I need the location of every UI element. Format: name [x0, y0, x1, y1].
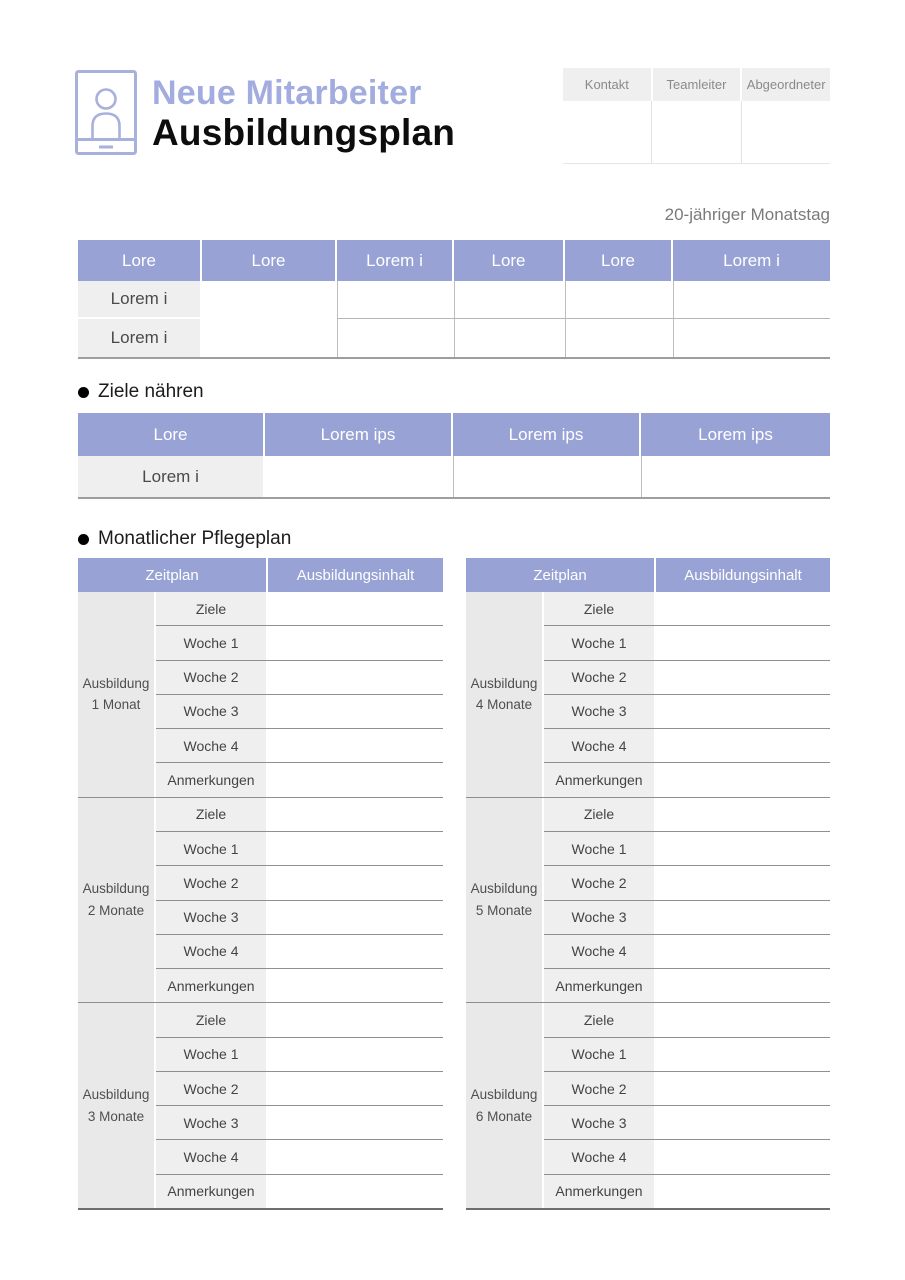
monthly-empty-cell [266, 661, 443, 694]
monthly-empty-cell [654, 901, 830, 934]
id-card-person-icon [75, 70, 137, 155]
contact-header-cell: Teamleiter [653, 68, 743, 101]
monthly-row [156, 1175, 443, 1208]
monthly-row-label-cell: Anmerkungen [544, 969, 654, 1002]
header-titles [152, 74, 455, 155]
monthly-row-label-cell: Woche 1 [156, 1038, 266, 1071]
monthly-row [544, 798, 830, 832]
monthly-row [544, 1140, 830, 1174]
monthly-empty-cell [654, 798, 830, 831]
monthly-row [156, 969, 443, 1002]
overview-table-header [78, 240, 830, 281]
monthly-rows [156, 798, 443, 1003]
monthly-empty-cell [266, 969, 443, 1002]
monthly-row-label-cell: Woche 2 [544, 1072, 654, 1105]
contact-table-body [563, 101, 830, 164]
monthly-empty-cell [654, 1106, 830, 1139]
monthly-row [156, 626, 443, 660]
monthly-row [156, 1038, 443, 1072]
monthly-section-title: Monatlicher Pflegeplan [98, 528, 292, 549]
monthly-row-label-cell: Woche 3 [156, 901, 266, 934]
monthly-empty-cell [266, 626, 443, 659]
monthly-table-header [78, 558, 443, 592]
overview-empty-cell [673, 281, 830, 319]
page-subtitle: Neue Mitarbeiter [152, 74, 422, 112]
monthly-empty-cell [266, 1140, 443, 1173]
monthly-month-cell: Ausbildung 1 Monat [78, 592, 156, 797]
monthly-row [544, 763, 830, 796]
monthly-header-zeitplan: Zeitplan [466, 558, 656, 592]
monthly-row-label-cell: Woche 1 [544, 832, 654, 865]
contact-empty-cell [563, 101, 652, 163]
overview-header-cell: Lorem i [673, 240, 830, 281]
monthly-empty-cell [654, 969, 830, 1002]
monthly-row [544, 695, 830, 729]
monthly-empty-cell [654, 1038, 830, 1071]
monthly-header-inhalt: Ausbildungsinhalt [656, 558, 830, 592]
goals-empty-cell [265, 456, 453, 497]
contact-empty-cell [652, 101, 741, 163]
monthly-row [544, 592, 830, 626]
goals-header-cell: Lorem ips [453, 413, 641, 456]
monthly-empty-cell [654, 763, 830, 796]
monthly-row-label-cell: Anmerkungen [544, 763, 654, 796]
monthly-group [466, 1003, 830, 1208]
monthly-row-label-cell: Woche 3 [156, 695, 266, 728]
overview-empty-cell [454, 319, 565, 357]
overview-header-cell: Lore [202, 240, 337, 281]
monthly-month-cell: Ausbildung 3 Monate [78, 1003, 156, 1208]
contact-table [563, 68, 830, 164]
monthly-row-label-cell: Woche 1 [544, 1038, 654, 1071]
overview-row-label-cell: Lorem i [78, 281, 202, 319]
monthly-row [544, 901, 830, 935]
monthly-empty-cell [266, 1072, 443, 1105]
monthly-empty-cell [266, 1038, 443, 1071]
monthly-group [466, 592, 830, 798]
monthly-empty-cell [654, 1140, 830, 1173]
monthly-row-label-cell: Woche 2 [544, 661, 654, 694]
monthly-empty-cell [266, 763, 443, 796]
monthly-empty-cell [266, 901, 443, 934]
bullet-icon [78, 387, 89, 398]
monthly-empty-cell [266, 1106, 443, 1139]
monthly-row-label-cell: Woche 3 [544, 1106, 654, 1139]
monthly-row [156, 1106, 443, 1140]
monthly-row [544, 866, 830, 900]
monthly-row-label-cell: Ziele [544, 592, 654, 625]
contact-header-cell: Kontakt [563, 68, 653, 101]
monthly-row [156, 1003, 443, 1037]
overview-empty-cell [337, 281, 454, 319]
contact-empty-cell [742, 101, 830, 163]
monthly-row-label-cell: Woche 2 [156, 1072, 266, 1105]
monthly-row-label-cell: Anmerkungen [156, 1175, 266, 1208]
monthly-month-cell: Ausbildung 2 Monate [78, 798, 156, 1003]
monthly-row-label-cell: Woche 1 [544, 626, 654, 659]
goals-table-header [78, 413, 830, 456]
monthly-empty-cell [654, 729, 830, 762]
goals-section-title: Ziele nähren [98, 381, 204, 402]
monthly-group [78, 592, 443, 798]
monthly-row-label-cell: Woche 1 [156, 626, 266, 659]
monthly-empty-cell [654, 935, 830, 968]
overview-header-cell: Lore [454, 240, 565, 281]
monthly-empty-cell [654, 626, 830, 659]
monthly-row-label-cell: Ziele [156, 592, 266, 625]
overview-empty-cell [565, 281, 673, 319]
contact-header-cell: Abgeordneter [742, 68, 830, 101]
monthly-row-label-cell: Woche 4 [544, 935, 654, 968]
monthly-empty-cell [654, 1003, 830, 1036]
monthly-row-label-cell: Woche 3 [156, 1106, 266, 1139]
monthly-row-label-cell: Anmerkungen [156, 763, 266, 796]
monthly-row [156, 866, 443, 900]
monthly-row [156, 1072, 443, 1106]
monthly-row [156, 763, 443, 796]
monthly-month-cell: Ausbildung 5 Monate [466, 798, 544, 1003]
monthly-group [78, 798, 443, 1004]
overview-row-label-cell: Lorem i [78, 319, 202, 357]
monthly-row-label-cell: Woche 2 [544, 866, 654, 899]
monthly-plan-table-left [78, 558, 443, 1210]
monthly-header-inhalt: Ausbildungsinhalt [268, 558, 443, 592]
monthly-header-zeitplan: Zeitplan [78, 558, 268, 592]
page-title: Ausbildungsplan [152, 112, 456, 154]
monthly-empty-cell [266, 695, 443, 728]
monthly-row-label-cell: Ziele [156, 1003, 266, 1036]
monthly-row [544, 729, 830, 763]
goals-table-body [78, 456, 830, 499]
monthly-plan-table-right [466, 558, 830, 1210]
monthly-row [544, 661, 830, 695]
overview-empty-cell [202, 281, 337, 357]
monthly-empty-cell [654, 1072, 830, 1105]
monthly-month-cell: Ausbildung 4 Monate [466, 592, 544, 797]
monthly-table-body [466, 592, 830, 1210]
monthly-row [156, 832, 443, 866]
monthly-row-label-cell: Ziele [156, 798, 266, 831]
monthly-empty-cell [266, 866, 443, 899]
date-note: 20-jähriger Monatstag [664, 205, 830, 224]
monthly-table-header [466, 558, 830, 592]
overview-empty-cell [337, 319, 454, 357]
monthly-empty-cell [654, 832, 830, 865]
overview-table-body [78, 281, 830, 359]
monthly-rows [544, 798, 830, 1003]
monthly-row [544, 1106, 830, 1140]
monthly-row-label-cell: Woche 4 [544, 729, 654, 762]
monthly-row [544, 626, 830, 660]
monthly-row [156, 729, 443, 763]
goals-row-label-cell: Lorem i [78, 456, 265, 497]
monthly-row-label-cell: Anmerkungen [156, 969, 266, 1002]
monthly-row-label-cell: Woche 2 [156, 661, 266, 694]
monthly-row-label-cell: Woche 1 [156, 832, 266, 865]
monthly-rows [544, 1003, 830, 1208]
monthly-row [544, 935, 830, 969]
monthly-row [156, 901, 443, 935]
monthly-group [78, 1003, 443, 1208]
monthly-row-label-cell: Ziele [544, 798, 654, 831]
monthly-rows [156, 1003, 443, 1208]
overview-empty-cell [673, 319, 830, 357]
monthly-row-label-cell: Ziele [544, 1003, 654, 1036]
monthly-row-label-cell: Anmerkungen [544, 1175, 654, 1208]
monthly-row [156, 1140, 443, 1174]
overview-header-cell: Lore [78, 240, 202, 281]
monthly-empty-cell [654, 695, 830, 728]
monthly-empty-cell [654, 866, 830, 899]
overview-empty-cell [454, 281, 565, 319]
monthly-row-label-cell: Woche 4 [156, 935, 266, 968]
overview-header-cell: Lorem i [337, 240, 454, 281]
goals-header-cell: Lorem ips [265, 413, 453, 456]
monthly-row [156, 661, 443, 695]
contact-table-header [563, 68, 830, 101]
monthly-empty-cell [654, 1175, 830, 1208]
goals-header-cell: Lorem ips [641, 413, 830, 456]
overview-empty-cell [565, 319, 673, 357]
monthly-group [466, 798, 830, 1004]
monthly-empty-cell [266, 1175, 443, 1208]
monthly-row [544, 1072, 830, 1106]
monthly-section-heading [78, 528, 291, 550]
monthly-empty-cell [266, 729, 443, 762]
monthly-row [544, 1175, 830, 1208]
monthly-empty-cell [266, 1003, 443, 1036]
monthly-table-body [78, 592, 443, 1210]
overview-header-cell: Lore [565, 240, 673, 281]
monthly-row-label-cell: Woche 3 [544, 901, 654, 934]
monthly-row [156, 798, 443, 832]
goals-empty-cell [453, 456, 641, 497]
monthly-empty-cell [654, 661, 830, 694]
monthly-empty-cell [654, 592, 830, 625]
goals-section-heading [78, 381, 204, 403]
monthly-row [544, 1038, 830, 1072]
monthly-row-label-cell: Woche 4 [156, 729, 266, 762]
monthly-empty-cell [266, 832, 443, 865]
monthly-rows [544, 592, 830, 797]
monthly-empty-cell [266, 935, 443, 968]
overview-table [78, 240, 830, 359]
monthly-row [544, 1003, 830, 1037]
goals-table [78, 413, 830, 499]
monthly-month-cell: Ausbildung 6 Monate [466, 1003, 544, 1208]
monthly-empty-cell [266, 798, 443, 831]
monthly-row [156, 695, 443, 729]
monthly-row [544, 832, 830, 866]
goals-empty-cell [641, 456, 830, 497]
monthly-row [156, 592, 443, 626]
monthly-empty-cell [266, 592, 443, 625]
monthly-row [156, 935, 443, 969]
monthly-row-label-cell: Woche 2 [156, 866, 266, 899]
goals-header-cell: Lore [78, 413, 265, 456]
monthly-row [544, 969, 830, 1002]
monthly-row-label-cell: Woche 4 [156, 1140, 266, 1173]
bullet-icon [78, 534, 89, 545]
monthly-row-label-cell: Woche 4 [544, 1140, 654, 1173]
monthly-rows [156, 592, 443, 797]
monthly-row-label-cell: Woche 3 [544, 695, 654, 728]
